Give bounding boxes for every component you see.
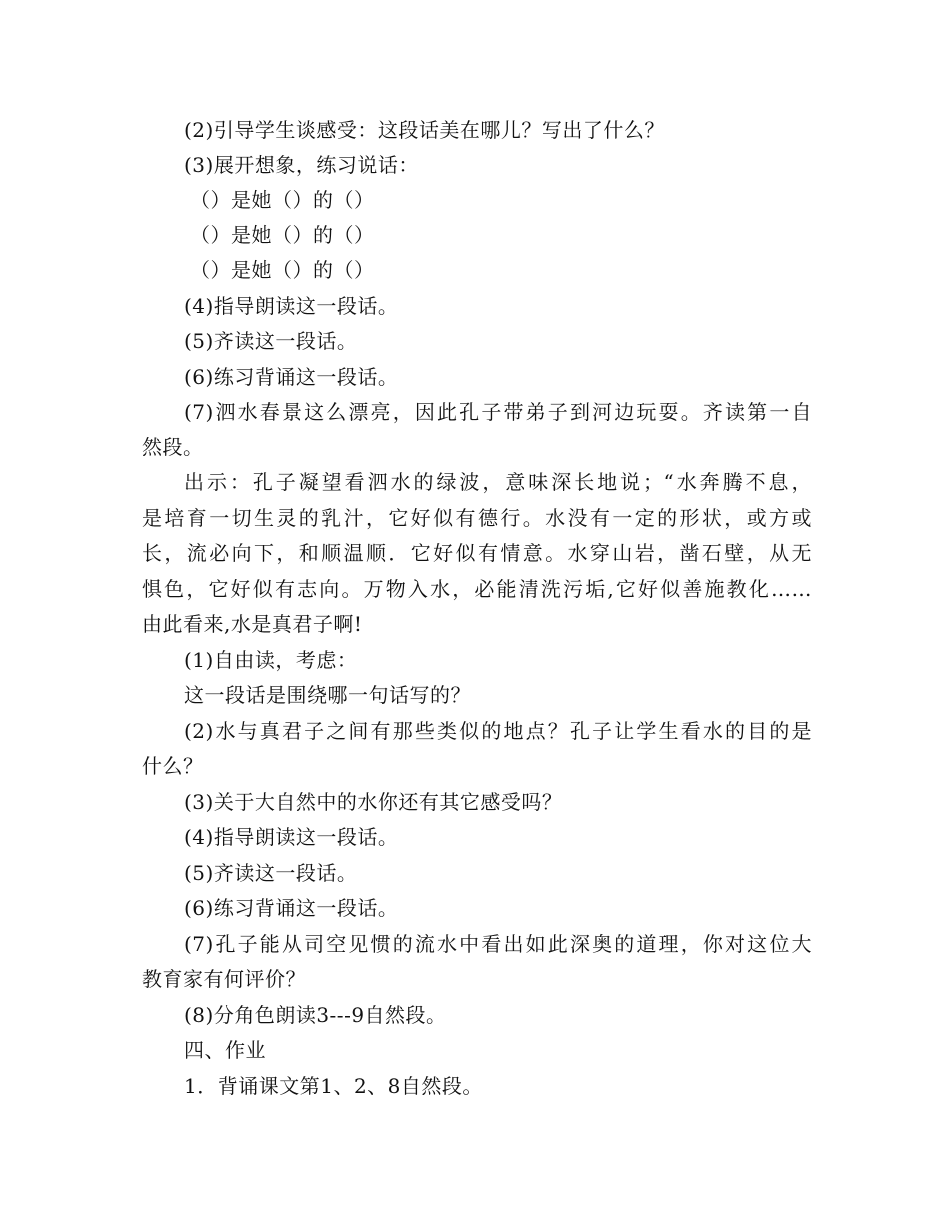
fill-in-line: （）是她（）的（） xyxy=(190,223,375,247)
text-line: (2)引导学生谈感受：这段话美在哪儿？写出了什么？ xyxy=(184,118,665,142)
text-line: (3)关于大自然中的水你还有其它感受吗？ xyxy=(184,790,563,814)
text-line: 1．背诵课文第1、2、8自然段。 xyxy=(184,1074,483,1098)
fill-in-line: （）是她（）的（） xyxy=(190,188,375,212)
text-line: 长，流必向下，和顺温顺．它好似有情意。水穿山岩，凿石壁，从无 xyxy=(142,541,812,565)
text-line: (4)指导朗读这一段话。 xyxy=(184,294,399,318)
text-line: (6)练习背诵这一段话。 xyxy=(184,365,399,389)
text-line: (6)练习背诵这一段话。 xyxy=(184,896,399,920)
text-line: 然段。 xyxy=(142,435,204,459)
text-line: (4)指导朗读这一段话。 xyxy=(184,825,399,849)
section-heading: 四、作业 xyxy=(184,1038,266,1062)
text-line: (1)自由读，考虑： xyxy=(184,648,358,672)
text-line: (5)齐读这一段话。 xyxy=(184,329,358,353)
text-line: (3)展开想象，练习说话： xyxy=(184,153,419,177)
text-line: (7)泗水春景这么漂亮，因此孔子带弟子到河边玩耍。齐读第一自 xyxy=(184,400,812,424)
text-line: (8)分角色朗读3---9自然段。 xyxy=(184,1003,447,1027)
text-line: 是培育一切生灵的乳汁，它好似有德行。水没有一定的形状，或方或 xyxy=(142,506,812,530)
text-line: (7)孔子能从司空见惯的流水中看出如此深奥的道理，你对这位大 xyxy=(184,932,812,956)
text-line: (2)水与真君子之间有那些类似的地点？孔子让学生看水的目的是 xyxy=(184,719,812,743)
text-line: 由此看来,水是真君子啊! xyxy=(142,612,363,636)
text-line: 教育家有何评价？ xyxy=(142,967,306,991)
text-line: 什么？ xyxy=(142,754,204,778)
text-line: 惧色，它好似有志向。万物入水，必能清洗污垢,它好似善施教化…… xyxy=(142,577,812,601)
text-line: 这一段话是围绕哪一句话写的？ xyxy=(184,683,471,707)
text-line: (5)齐读这一段话。 xyxy=(184,861,358,885)
text-line: 出示：孔子凝望看泗水的绿波，意味深长地说；“水奔腾不息， xyxy=(184,470,812,494)
fill-in-line: （）是她（）的（） xyxy=(190,258,375,282)
